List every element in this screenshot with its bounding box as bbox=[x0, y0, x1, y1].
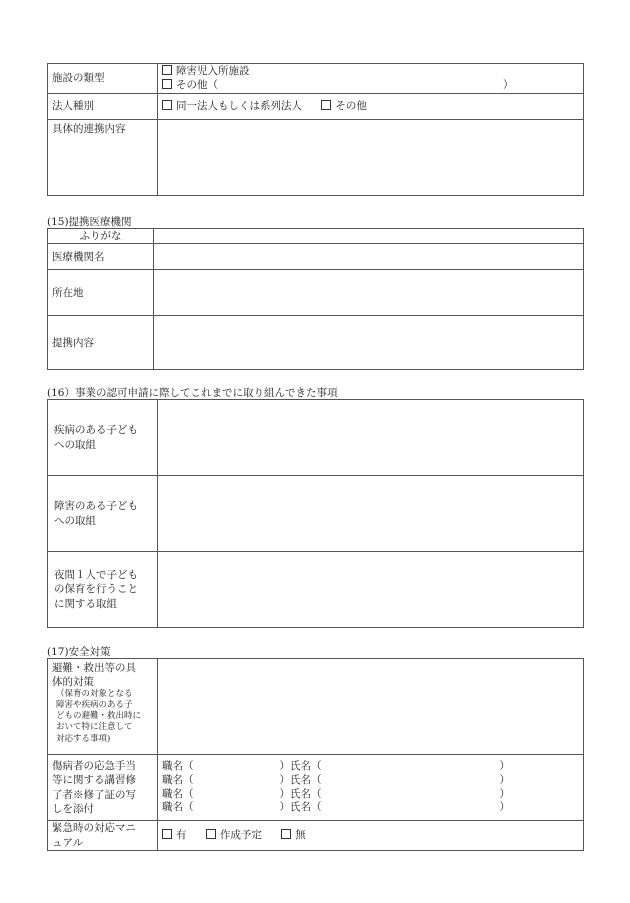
firstaid-label: 傷病者の応急手当 等に関する講習修 了者※修了証の写 しを添付 bbox=[48, 755, 158, 821]
safety-table bbox=[47, 658, 584, 851]
corp-type-checkbox-2[interactable] bbox=[321, 100, 331, 110]
facility-type-option-2: その他（ bbox=[176, 78, 218, 91]
manual-checkbox-no[interactable] bbox=[281, 829, 291, 839]
efforts-table bbox=[47, 399, 584, 628]
name-label: ）氏名（ bbox=[279, 760, 322, 773]
corp-type-label: 法人種別 bbox=[48, 94, 158, 120]
medical-content-label: 提携内容 bbox=[48, 316, 154, 370]
position-label: 職名（ bbox=[162, 773, 194, 786]
facility-table bbox=[47, 63, 584, 196]
firstaid-lines bbox=[158, 755, 584, 821]
effort-row-night-label: 夜間１人で子ども の保育を行うこと に関する取組 bbox=[48, 552, 158, 628]
facility-type-label: 施設の類型 bbox=[48, 64, 158, 94]
line-close: ） bbox=[499, 787, 510, 800]
coop-detail-label: 具体的連携内容 bbox=[48, 120, 158, 196]
line-close: ） bbox=[499, 773, 510, 786]
medical-content-field[interactable] bbox=[154, 316, 584, 370]
medical-name-label: 医療機関名 bbox=[48, 244, 154, 270]
facility-type-option-1: 障害児入所施設 bbox=[176, 64, 250, 77]
name-label: ）氏名（ bbox=[279, 773, 322, 786]
effort-row-night-field[interactable] bbox=[158, 552, 584, 628]
corp-type-checkbox-1[interactable] bbox=[162, 100, 172, 110]
evac-note: （保育の対象となる 障害や疾病のある子 どもの避難・救出時に おいて特に注意して 対応する事項) bbox=[56, 689, 142, 744]
manual-option-planned: 作成予定 bbox=[219, 829, 262, 842]
manual-option-yes: 有 bbox=[176, 829, 187, 842]
firstaid-line[interactable] bbox=[162, 774, 579, 788]
effort-row-disability-label: 障害のある子ども への取組 bbox=[48, 476, 158, 552]
evac-field[interactable] bbox=[158, 659, 584, 755]
position-label: 職名（ bbox=[162, 787, 194, 800]
effort-row-illness-field[interactable] bbox=[158, 400, 584, 476]
furigana-label: ふりがな bbox=[48, 229, 154, 244]
medical-address-label: 所在地 bbox=[48, 270, 154, 316]
facility-type-checkbox-2[interactable] bbox=[162, 79, 172, 89]
facility-type-checkbox-1[interactable] bbox=[162, 65, 172, 75]
manual-label: 緊急時の対応マニ ュアル bbox=[48, 821, 158, 851]
corp-type-option-2: その他 bbox=[335, 100, 367, 113]
effort-row-illness-label: 疾病のある子ども への取組 bbox=[48, 400, 158, 476]
effort-row-disability-field[interactable] bbox=[158, 476, 584, 552]
evac-label: 避難・救出等の具 体的対策 bbox=[52, 662, 136, 689]
medical-name-field[interactable] bbox=[154, 244, 584, 270]
manual-options bbox=[158, 821, 584, 851]
name-label: ）氏名（ bbox=[279, 787, 322, 800]
coop-detail-field[interactable] bbox=[158, 120, 584, 196]
medical-address-field[interactable] bbox=[154, 270, 584, 316]
facility-type-options bbox=[158, 64, 584, 94]
manual-checkbox-yes[interactable] bbox=[162, 829, 172, 839]
position-label: 職名（ bbox=[162, 801, 194, 814]
facility-type-close: ） bbox=[503, 78, 514, 91]
name-label: ）氏名（ bbox=[279, 801, 322, 814]
firstaid-line[interactable] bbox=[162, 801, 579, 815]
section17-heading: (17)安全対策 bbox=[47, 646, 111, 658]
position-label: 職名（ bbox=[162, 760, 194, 773]
manual-option-no: 無 bbox=[295, 829, 306, 842]
manual-checkbox-planned[interactable] bbox=[206, 829, 216, 839]
furigana-field[interactable] bbox=[154, 229, 584, 244]
line-close: ） bbox=[499, 760, 510, 773]
firstaid-line[interactable] bbox=[162, 760, 579, 774]
section15-heading: (15)提携医療機関 bbox=[47, 216, 132, 228]
medical-table bbox=[47, 228, 584, 370]
firstaid-line[interactable] bbox=[162, 788, 579, 802]
corp-type-options bbox=[158, 94, 584, 120]
section16-heading: (16）事業の認可申請に際してこれまでに取り組んできた事項 bbox=[47, 387, 338, 399]
line-close: ） bbox=[499, 801, 510, 814]
corp-type-option-1: 同一法人もしくは系列法人 bbox=[176, 100, 302, 113]
evac-label-cell bbox=[48, 659, 158, 755]
